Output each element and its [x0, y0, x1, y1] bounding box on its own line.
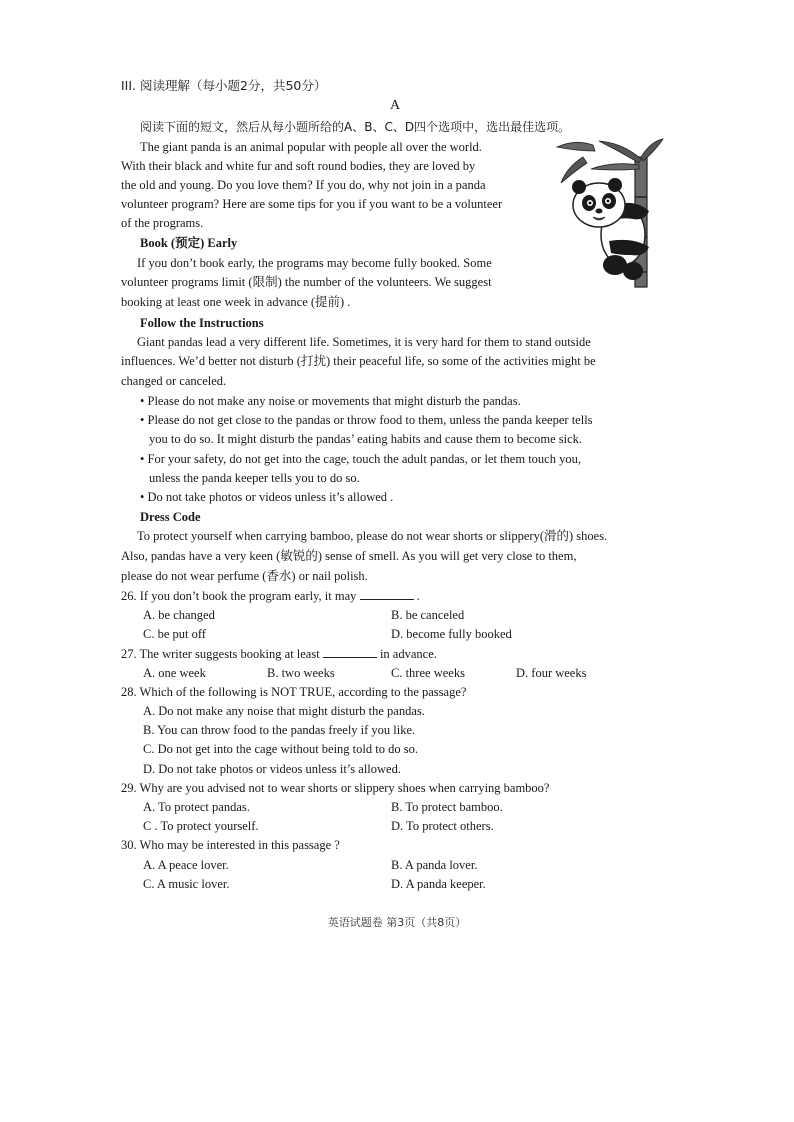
option-a[interactable]: A. A peace lover.	[143, 858, 229, 872]
dress-line: please do not wear perfume (香水) or nail polish.	[121, 569, 368, 583]
question-stem: 27. The writer suggests booking at least	[121, 647, 320, 661]
bullet-item: • Do not take photos or videos unless it’s allowed .	[140, 490, 394, 504]
option-a[interactable]: A. Do not make any noise that might disturb the pandas.	[143, 704, 425, 718]
intro-line: With their black and white fur and soft round bodies, they are loved by	[121, 159, 476, 173]
follow-line: influences. We’d better not disturb (打扰) their peaceful life, so some of the activities might be	[121, 354, 596, 368]
option-d[interactable]: D. four weeks	[516, 666, 587, 680]
section-heading-dress: Dress Code	[140, 510, 201, 524]
option-b[interactable]: B. be canceled	[391, 608, 465, 622]
book-line: volunteer programs limit (限制) the number of the volunteers. We suggest	[121, 275, 492, 289]
intro-line: the old and young. Do you love them? If you do, why not join in a panda	[121, 178, 486, 192]
option-b[interactable]: B. two weeks	[267, 666, 335, 680]
question-stem-end: .	[416, 589, 420, 603]
option-b[interactable]: B. To protect bamboo.	[391, 800, 503, 814]
option-a[interactable]: A. To protect pandas.	[143, 800, 250, 814]
question-stem: 26. If you don’t book the program early, it may	[121, 589, 357, 603]
question-26	[121, 589, 420, 604]
intro-line: of the programs.	[121, 216, 204, 230]
section-title: III. 阅读理解（每小题2分，共50分）	[121, 78, 327, 93]
bullet-item: unless the panda keeper tells you to do so.	[149, 471, 360, 485]
dress-line: To protect yourself when carrying bamboo, please do not wear shorts or slippery(滑的) shoes.	[137, 529, 608, 543]
question-30: 30. Who may be interested in this passage ?	[121, 838, 340, 852]
option-c[interactable]: C. Do not get into the cage without being told to do so.	[143, 742, 418, 756]
option-b[interactable]: B. You can throw food to the pandas freely if you like.	[143, 723, 416, 737]
dress-line: Also, pandas have a very keen (敏锐的) sense of smell. As you will get very close to them,	[121, 549, 577, 563]
bullet-item: • Please do not make any noise or movements that might disturb the pandas.	[140, 394, 521, 408]
panda-on-bamboo-icon	[553, 137, 665, 289]
intro-line: The giant panda is an animal popular with people all over the world.	[140, 140, 482, 154]
question-29: 29. Why are you advised not to wear shorts or slippery shoes when carrying bamboo?	[121, 781, 550, 795]
question-27	[121, 647, 437, 662]
option-d[interactable]: D. become fully booked	[391, 627, 512, 641]
option-d[interactable]: D. To protect others.	[391, 819, 494, 833]
option-d[interactable]: D. Do not take photos or videos unless it’s allowed.	[143, 762, 401, 776]
option-b[interactable]: B. A panda lover.	[391, 858, 478, 872]
section-heading-follow: Follow the Instructions	[140, 316, 264, 330]
instruction: 阅读下面的短文，然后从每小题所给的A、B、C、D四个选项中，选出最佳选项。	[140, 120, 571, 134]
answer-blank	[360, 589, 414, 600]
option-c[interactable]: C. three weeks	[391, 666, 465, 680]
option-a[interactable]: A. be changed	[143, 608, 215, 622]
option-a[interactable]: A. one week	[143, 666, 206, 680]
book-line: booking at least one week in advance (提前) .	[121, 295, 351, 309]
question-stem-end: in advance.	[379, 647, 437, 661]
follow-line: changed or canceled.	[121, 374, 227, 388]
option-d[interactable]: D. A panda keeper.	[391, 877, 486, 891]
option-c[interactable]: C. A music lover.	[143, 877, 230, 891]
book-line: If you don’t book early, the programs may become fully booked. Some	[137, 256, 492, 270]
option-c[interactable]: C . To protect yourself.	[143, 819, 259, 833]
question-28: 28. Which of the following is NOT TRUE, according to the passage?	[121, 685, 467, 699]
bullet-item: • Please do not get close to the pandas or throw food to them, unless the panda keeper tells	[140, 413, 593, 427]
intro-line: volunteer program? Here are some tips for you if you want to be a volunteer	[121, 197, 503, 211]
option-c[interactable]: C. be put off	[143, 627, 206, 641]
bullet-item: • For your safety, do not get into the cage, touch the adult pandas, or let them touch you,	[140, 452, 581, 466]
answer-blank	[323, 647, 377, 658]
page-footer: 英语试题卷 第3页（共8页）	[327, 916, 467, 929]
follow-line: Giant pandas lead a very different life. Sometimes, it is very hard for them to stand outside	[137, 335, 591, 349]
passage-letter: A	[390, 98, 401, 113]
bullet-item: you to do so. It might disturb the pandas’ eating habits and cause them to become sick.	[149, 432, 583, 446]
section-heading-book: Book (预定) Early	[140, 236, 238, 250]
